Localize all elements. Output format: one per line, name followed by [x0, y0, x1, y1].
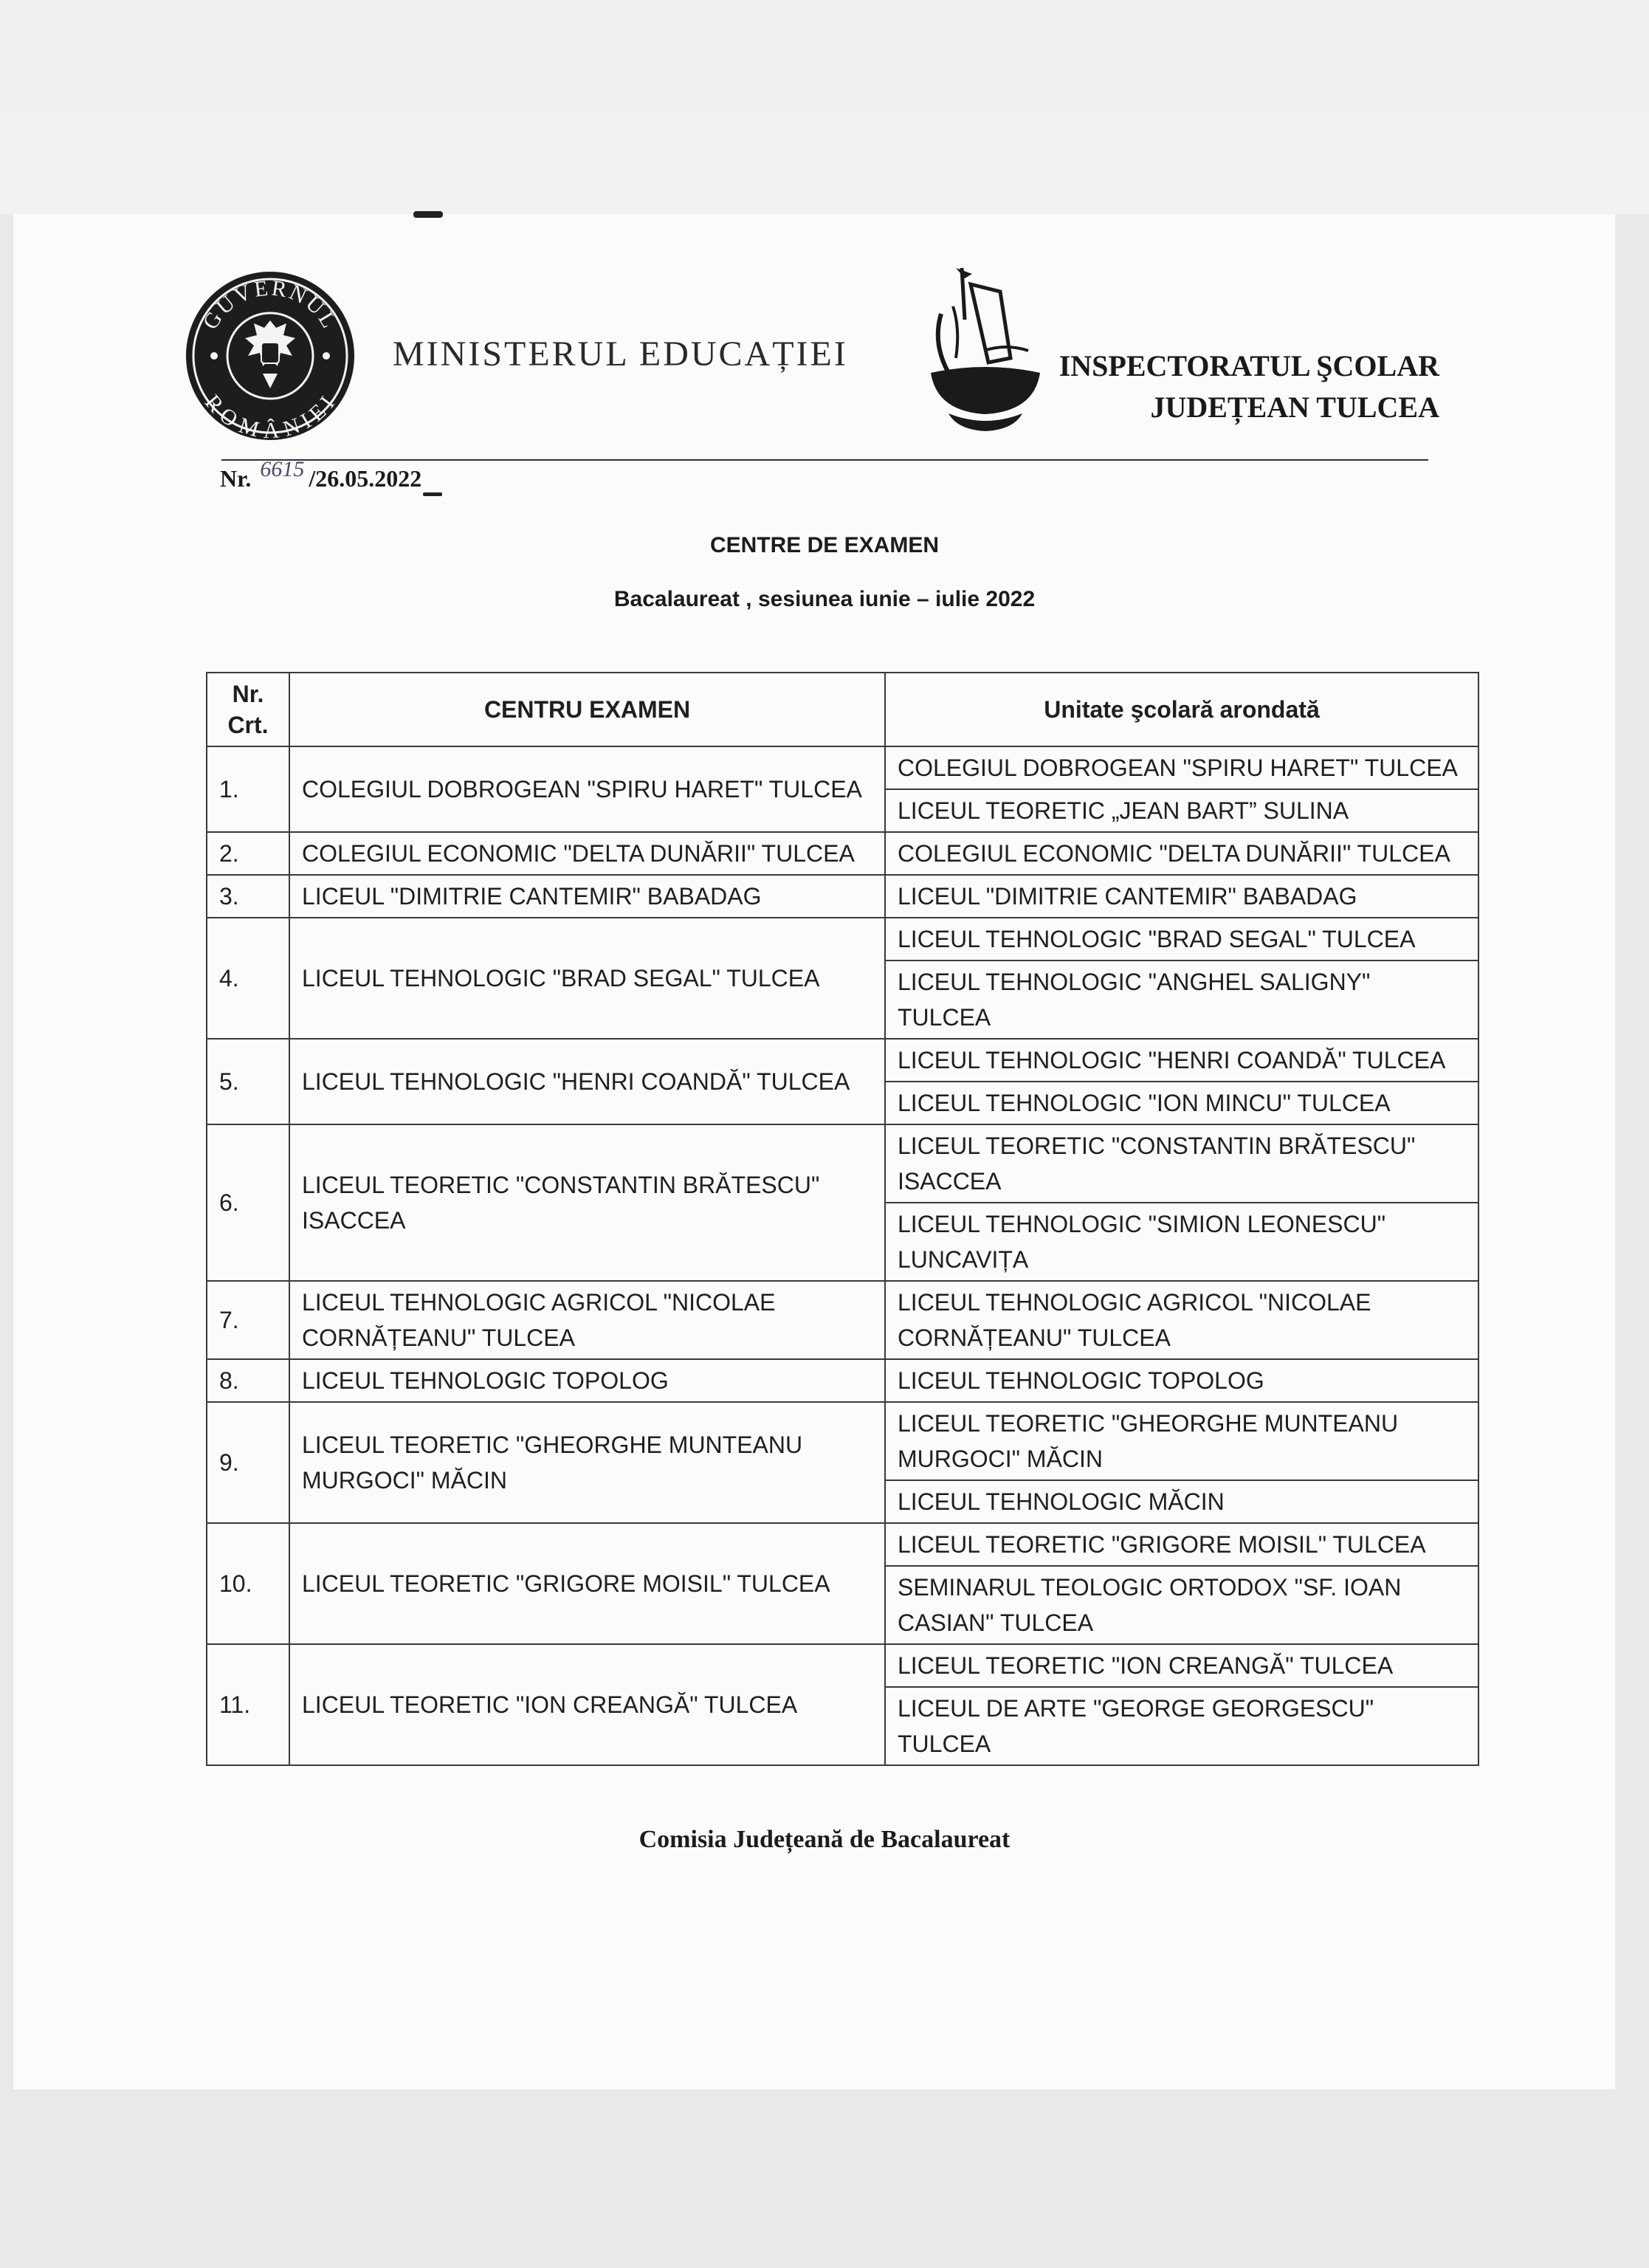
assigned-school-unit: SEMINARUL TEOLOGIC ORTODOX "SF. IOAN CASIAN" TULCEA: [885, 1566, 1478, 1644]
ministry-name: MINISTERUL EDUCAȚIEI: [393, 334, 848, 374]
signature-commission: Comisia Județeană de Bacalaureat: [638, 1826, 1011, 1853]
exam-center-name: LICEUL TEHNOLOGIC "HENRI COANDĂ" TULCEA: [289, 1039, 885, 1124]
inspectorate-line-1: INSPECTORATUL ŞCOLAR: [1058, 349, 1439, 382]
assigned-school-unit: COLEGIUL DOBROGEAN "SPIRU HARET" TULCEA: [885, 746, 1478, 789]
assigned-school-unit: LICEUL TEHNOLOGIC TOPOLOG: [885, 1359, 1478, 1402]
table-row: [207, 1039, 1478, 1082]
exam-center-name: LICEUL TEORETIC "GHEORGHE MUNTEANU MURGOCI" MĂCIN: [289, 1402, 885, 1523]
row-number: 8.: [207, 1359, 289, 1402]
table-header-row: [207, 673, 1478, 746]
table-row: [207, 918, 1478, 961]
row-number: 6.: [207, 1124, 289, 1281]
inspectorate-logo-icon: [926, 262, 1044, 436]
table-body: [207, 746, 1478, 1765]
registration-number: [220, 457, 442, 492]
registration-date: /26.05.2022: [309, 465, 422, 492]
assigned-school-unit: LICEUL TEORETIC „JEAN BART” SULINA: [885, 789, 1478, 832]
exam-center-name: LICEUL TEHNOLOGIC "BRAD SEGAL" TULCEA: [289, 918, 885, 1039]
table-row: [207, 832, 1478, 875]
assigned-school-unit: COLEGIUL ECONOMIC "DELTA DUNĂRII" TULCEA: [885, 832, 1478, 875]
assigned-school-unit: LICEUL TEHNOLOGIC "SIMION LEONESCU" LUNCAVIȚA: [885, 1203, 1478, 1281]
row-number: 5.: [207, 1039, 289, 1124]
assigned-school-unit: LICEUL TEHNOLOGIC "BRAD SEGAL" TULCEA: [885, 918, 1478, 961]
government-seal-icon: [185, 270, 356, 441]
document-subtitle: Bacalaureat , sesiunea iunie – iulie 2022: [613, 587, 1036, 611]
table-row: [207, 1281, 1478, 1359]
table-row: [207, 875, 1478, 918]
assigned-school-unit: LICEUL TEHNOLOGIC AGRICOL "NICOLAE CORNĂȚEANU" TULCEA: [885, 1281, 1478, 1359]
row-number: 10.: [207, 1523, 289, 1644]
table-row: [207, 1523, 1478, 1566]
registration-prefix: Nr.: [220, 465, 252, 492]
scan-background: [0, 0, 1649, 214]
table-row: [207, 1402, 1478, 1480]
exam-center-name: LICEUL "DIMITRIE CANTEMIR" BABADAG: [289, 875, 885, 918]
exam-center-name: LICEUL TEORETIC "CONSTANTIN BRĂTESCU" ISACCEA: [289, 1124, 885, 1281]
row-number: 4.: [207, 918, 289, 1039]
svg-text:GUVERNUL: GUVERNUL: [198, 275, 342, 334]
header-divider: [221, 459, 1428, 461]
header-unit: Unitate şcolară arondată: [885, 673, 1478, 746]
exam-center-name: LICEUL TEHNOLOGIC AGRICOL "NICOLAE CORNĂȚEANU" TULCEA: [289, 1281, 885, 1359]
exam-centers-table: [206, 672, 1479, 1766]
table-row: [207, 1124, 1478, 1203]
assigned-school-unit: LICEUL DE ARTE "GEORGE GEORGESCU" TULCEA: [885, 1687, 1478, 1765]
assigned-school-unit: LICEUL TEORETIC "GHEORGHE MUNTEANU MURGOCI" MĂCIN: [885, 1402, 1478, 1480]
assigned-school-unit: LICEUL TEHNOLOGIC MĂCIN: [885, 1480, 1478, 1523]
assigned-school-unit: LICEUL TEORETIC "ION CREANGĂ" TULCEA: [885, 1644, 1478, 1687]
table-row: [207, 1644, 1478, 1687]
exam-center-name: COLEGIUL ECONOMIC "DELTA DUNĂRII" TULCEA: [289, 832, 885, 875]
exam-center-name: COLEGIUL DOBROGEAN "SPIRU HARET" TULCEA: [289, 746, 885, 832]
row-number: 2.: [207, 832, 289, 875]
assigned-school-unit: LICEUL TEHNOLOGIC "HENRI COANDĂ" TULCEA: [885, 1039, 1478, 1082]
assigned-school-unit: LICEUL "DIMITRIE CANTEMIR" BABADAG: [885, 875, 1478, 918]
ink-mark: [413, 211, 443, 218]
table-row: [207, 746, 1478, 789]
exam-center-name: LICEUL TEORETIC "GRIGORE MOISIL" TULCEA: [289, 1523, 885, 1644]
inspectorate-line-2: JUDEȚEAN TULCEA: [1150, 391, 1439, 424]
header-center: CENTRU EXAMEN: [289, 673, 885, 746]
row-number: 9.: [207, 1402, 289, 1523]
assigned-school-unit: LICEUL TEHNOLOGIC "ANGHEL SALIGNY" TULCEA: [885, 961, 1478, 1039]
table-row: [207, 1359, 1478, 1402]
assigned-school-unit: LICEUL TEORETIC "GRIGORE MOISIL" TULCEA: [885, 1523, 1478, 1566]
svg-text:ROMÂNIEI: ROMÂNIEI: [199, 390, 341, 441]
row-number: 3.: [207, 875, 289, 918]
assigned-school-unit: LICEUL TEHNOLOGIC "ION MINCU" TULCEA: [885, 1082, 1478, 1124]
document-title: CENTRE DE EXAMEN: [709, 533, 940, 557]
exam-center-name: LICEUL TEHNOLOGIC TOPOLOG: [289, 1359, 885, 1402]
row-number: 1.: [207, 746, 289, 832]
registration-number-handwritten: 6615: [260, 457, 305, 481]
row-number: 7.: [207, 1281, 289, 1359]
exam-center-name: LICEUL TEORETIC "ION CREANGĂ" TULCEA: [289, 1644, 885, 1765]
row-number: 11.: [207, 1644, 289, 1765]
ink-dash: [423, 492, 442, 496]
assigned-school-unit: LICEUL TEORETIC "CONSTANTIN BRĂTESCU" ISACCEA: [885, 1124, 1478, 1203]
header-nr: Nr. Crt.: [207, 673, 289, 746]
inspectorate-name: [1048, 346, 1439, 428]
